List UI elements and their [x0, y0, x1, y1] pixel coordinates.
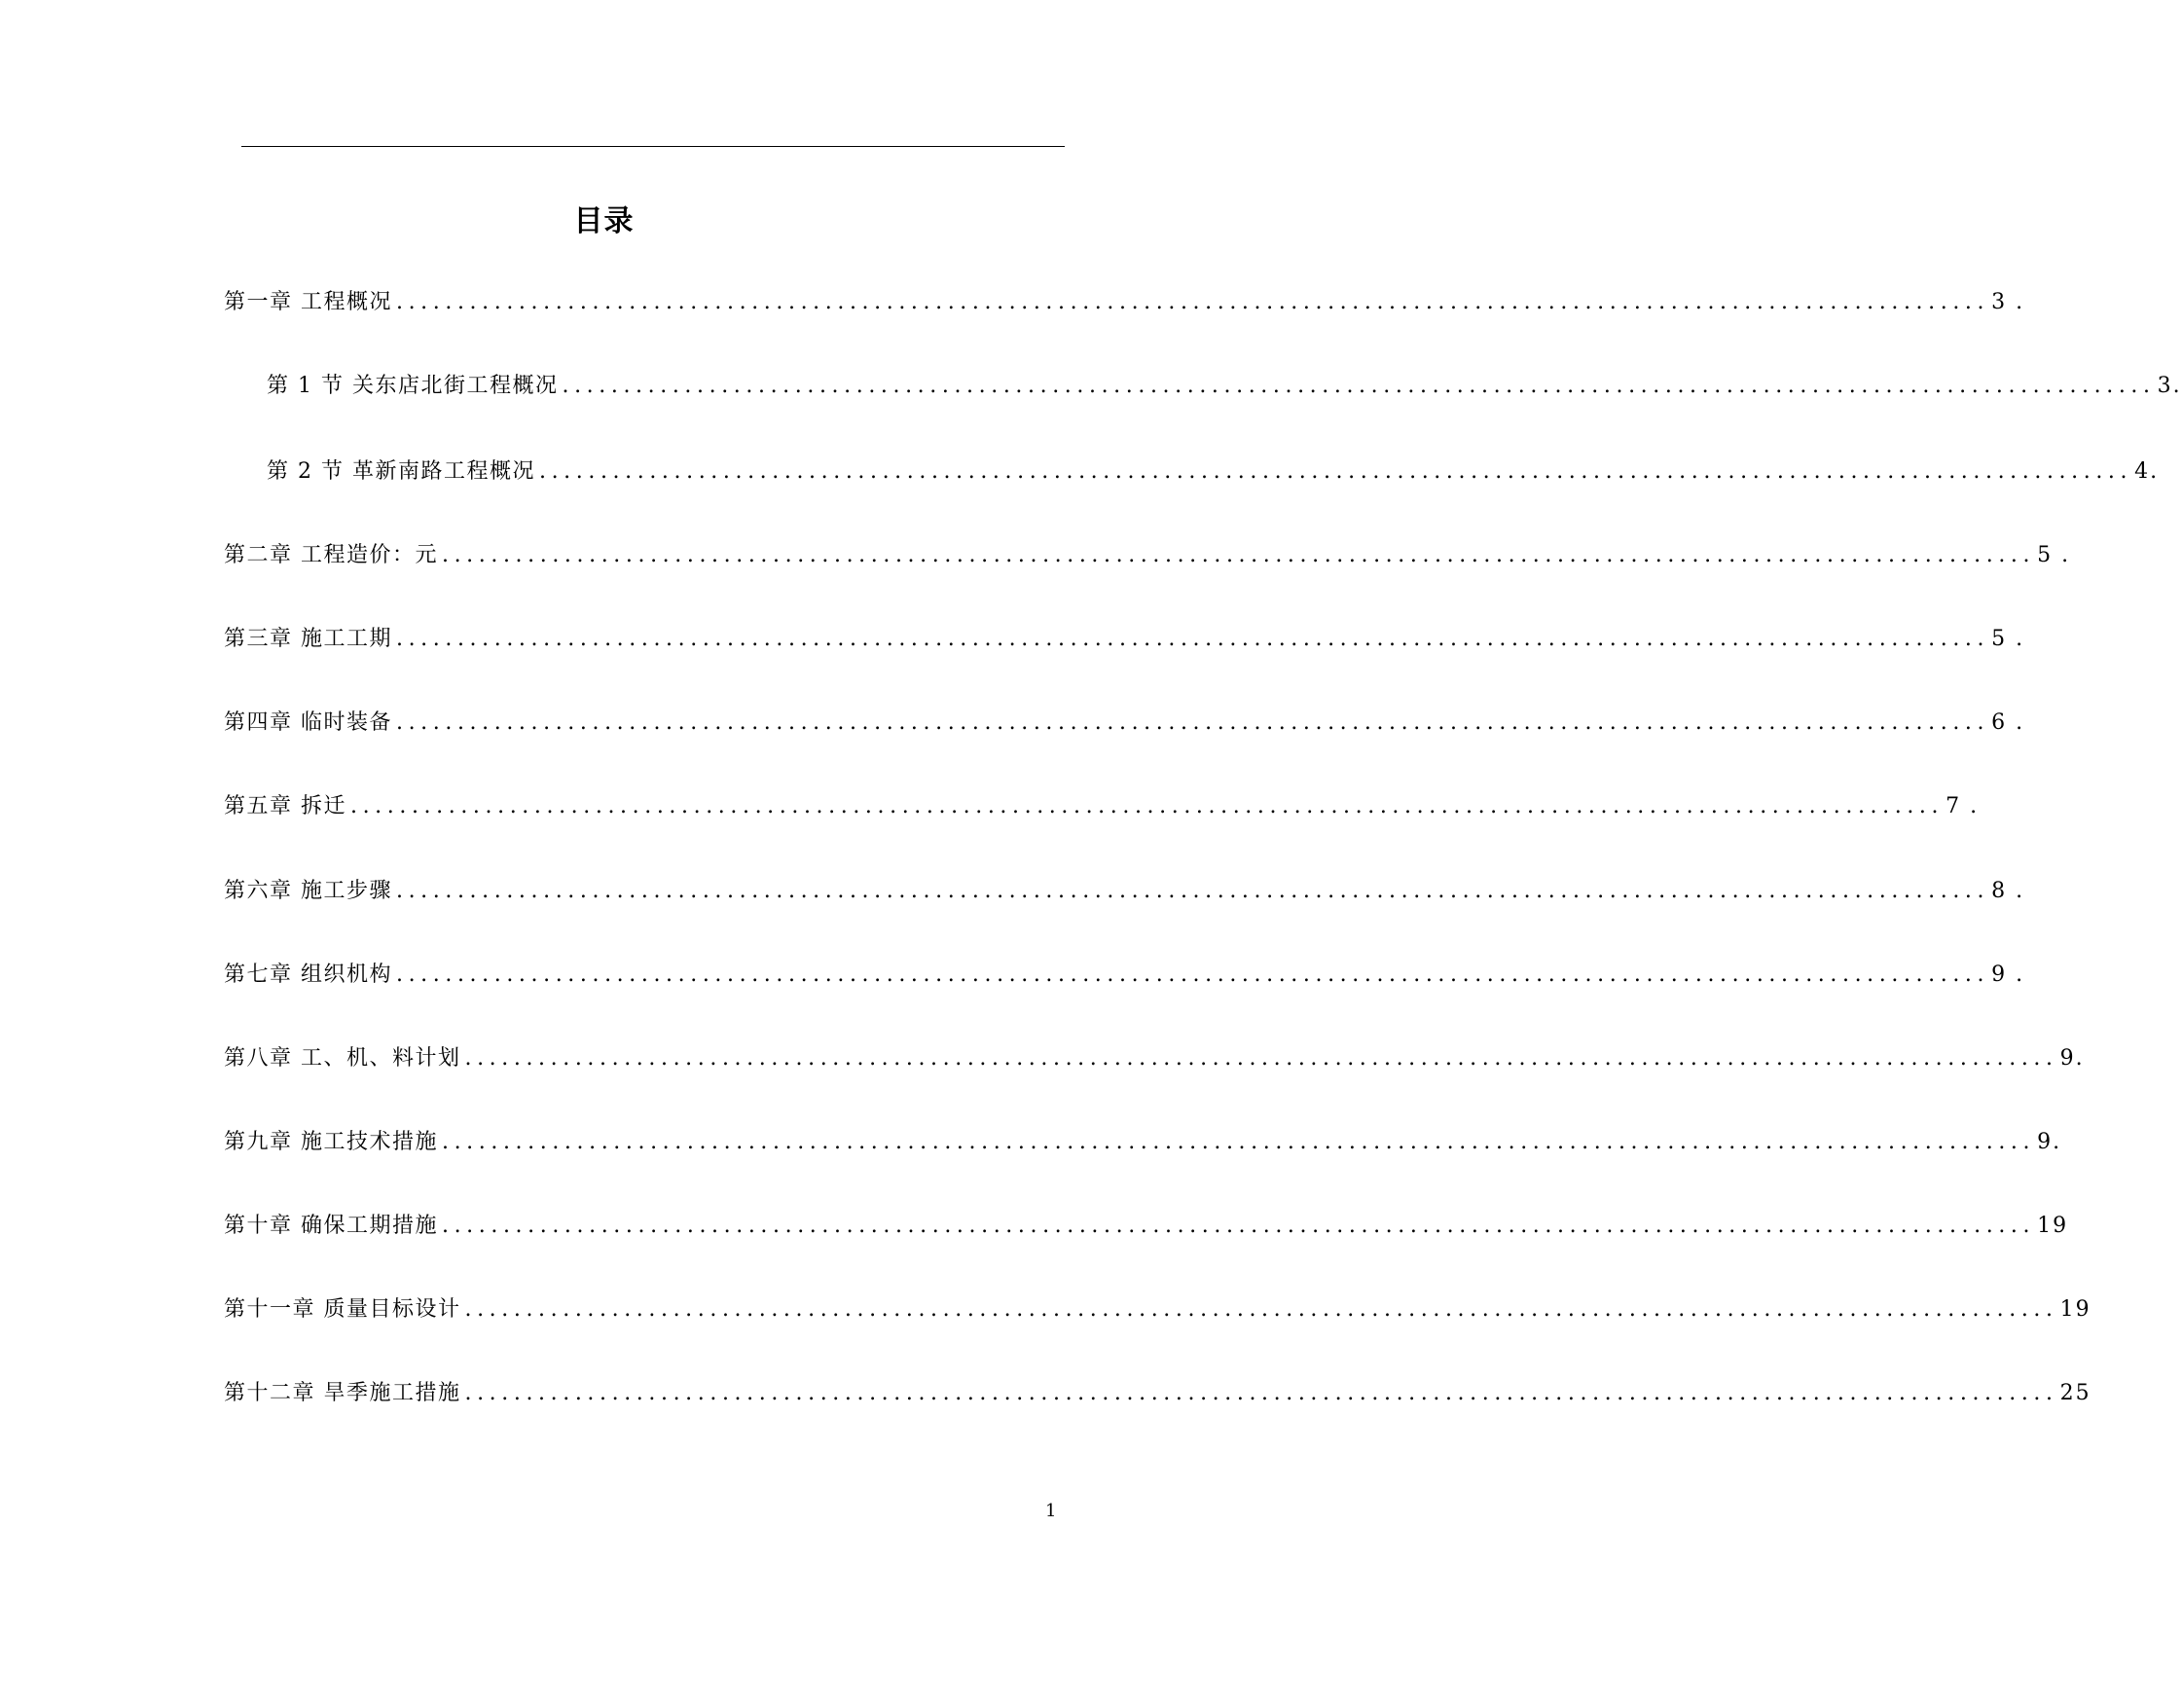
- toc-entry-label: 第九章 施工技术措施: [224, 1130, 438, 1154]
- toc-entry-leader: ..................................................................................................................................: [538, 459, 2133, 484]
- toc-entry-label: 第一章 工程概况: [224, 290, 392, 314]
- toc-entry-page: 3 .: [1991, 290, 2025, 314]
- toc-entry-page: 25: [2059, 1381, 2091, 1405]
- toc-entry[interactable]: [224, 1210, 2069, 1243]
- toc-entry-label: 第十二章 旱季施工措施: [224, 1381, 461, 1405]
- toc-entry[interactable]: [224, 286, 2025, 319]
- toc-entry[interactable]: [267, 455, 2160, 489]
- toc-entry[interactable]: [224, 707, 2025, 740]
- page-title: 目录: [573, 204, 635, 238]
- toc-entry[interactable]: [224, 790, 1980, 823]
- toc-entry-leader: ..................................................................................................................................: [396, 963, 1990, 987]
- toc-entry-label: 第六章 施工步骤: [224, 879, 392, 903]
- toc-entry-leader: ..................................................................................................................................: [464, 1381, 2058, 1405]
- toc-entry-label: 第十一章 质量目标设计: [224, 1297, 461, 1322]
- toc-entry-leader: ..................................................................................................................................: [442, 543, 2036, 567]
- toc-entry-page: 5 .: [2037, 543, 2071, 567]
- toc-entry[interactable]: [224, 623, 2025, 656]
- toc-entry-page: 5 .: [1991, 627, 2025, 651]
- toc-entry-leader: ..................................................................................................................................: [562, 374, 2156, 398]
- toc-entry-page: 7 .: [1946, 794, 1980, 818]
- toc-entry-label: 第十章 确保工期措施: [224, 1214, 438, 1238]
- toc-entry[interactable]: [224, 1042, 2085, 1075]
- toc-entry[interactable]: [224, 1126, 2062, 1159]
- toc-entry-leader: ..................................................................................................................................: [396, 627, 1990, 651]
- toc-entry-page: 19: [2037, 1214, 2069, 1238]
- toc-entry-leader: ..................................................................................................................................: [396, 710, 1990, 735]
- toc-entry-page: 4.: [2134, 459, 2160, 484]
- toc-entry-leader: ..................................................................................................................................: [464, 1046, 2058, 1071]
- toc-entry-page: 3.: [2157, 374, 2182, 398]
- toc-entry-page: 9.: [2037, 1130, 2062, 1154]
- toc-entry[interactable]: [224, 959, 2025, 992]
- toc-entry-label: 第 2 节 革新南路工程概况: [267, 459, 535, 484]
- toc-entry-leader: ..................................................................................................................................: [350, 794, 1945, 818]
- toc-entry-label: 第 1 节 关东店北街工程概况: [267, 374, 559, 398]
- toc-entry-label: 第二章 工程造价：元: [224, 543, 438, 567]
- toc-entry[interactable]: [224, 875, 2025, 908]
- toc-entry-leader: ..................................................................................................................................: [396, 290, 1990, 314]
- toc-entry-page: 6 .: [1991, 710, 2025, 735]
- toc-entry-leader: ..................................................................................................................................: [442, 1214, 2036, 1238]
- toc-entry-leader: ..................................................................................................................................: [396, 879, 1990, 903]
- toc-entry-leader: ..................................................................................................................................: [442, 1130, 2036, 1154]
- page-number: 1: [1045, 1501, 1057, 1521]
- toc-entry[interactable]: [224, 539, 2071, 572]
- toc-entry[interactable]: [267, 370, 2182, 403]
- toc-entry-page: 19: [2059, 1297, 2091, 1322]
- toc-entry-label: 第五章 拆迁: [224, 794, 346, 818]
- toc-entry-label: 第八章 工、机、料计划: [224, 1046, 461, 1071]
- toc-entry-leader: ..................................................................................................................................: [464, 1297, 2058, 1322]
- toc-entry-page: 9.: [2059, 1046, 2085, 1071]
- toc-entry[interactable]: [224, 1377, 2091, 1410]
- toc-entry-label: 第七章 组织机构: [224, 963, 392, 987]
- toc-entry-page: 8 .: [1991, 879, 2025, 903]
- toc-entry[interactable]: [224, 1293, 2091, 1326]
- toc-entry-label: 第四章 临时装备: [224, 710, 392, 735]
- toc-entry-page: 9 .: [1991, 963, 2025, 987]
- toc-entry-label: 第三章 施工工期: [224, 627, 392, 651]
